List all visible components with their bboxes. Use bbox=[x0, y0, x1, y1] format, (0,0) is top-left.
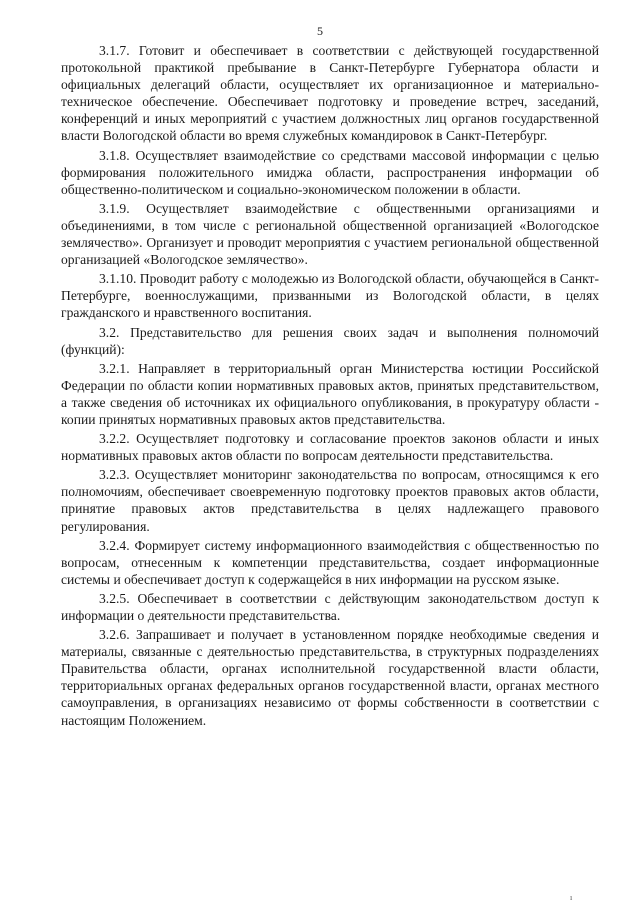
edge-mark: ı bbox=[570, 893, 573, 902]
paragraph-3-2-6: 3.2.6. Запрашивает и получает в установленном порядке необходимые сведения и материалы, связанные с деятельностью представительства, в структурных подразделениях Правительства области, органах исполнительной государственной власти области, территориальных органах федеральных органов государственной власти, органах местного самоуправления, в организациях независимо от формы собственности в соответствии с настоящим Положением. bbox=[61, 627, 599, 728]
paragraph-3-1-10: 3.1.10. Проводит работу с молодежью из Вологодской области, обучающейся в Санкт-Петербурге, военнослужащими, призванными из Вологодской области, в целях гражданского и нравственного воспитания. bbox=[61, 271, 599, 321]
paragraph-3-1-7: 3.1.7. Готовит и обеспечивает в соответствии с действующей государственной протокольной практикой пребывание в Санкт-Петербурге Губернатора области и официальных делегаций области, осуществляет их организационное и материально-техническое обеспечение. Обеспечивает подготовку и проведение встреч, заседаний, конференций и иных мероприятий с участием должностных лиц органов государственной власти Вологодской области во время служебных командировок в Санкт-Петербург. bbox=[61, 43, 599, 144]
paragraph-3-2-2: 3.2.2. Осуществляет подготовку и согласование проектов законов области и иных нормативных правовых актов области по вопросам деятельности представительства. bbox=[61, 431, 599, 464]
page-number: 5 bbox=[317, 24, 323, 38]
paragraph-3-1-8: 3.1.8. Осуществляет взаимодействие со средствами массовой информации с целью формирования положительного имиджа области, распространения информации об общественно-политическом и социально-экономическом положении в области. bbox=[61, 147, 599, 197]
paragraph-3-2: 3.2. Представительство для решения своих задач и выполнения полномочий (функций): bbox=[61, 324, 599, 357]
paragraph-3-2-5: 3.2.5. Обеспечивает в соответствии с действующим законодательством доступ к информации о деятельности представительства. bbox=[61, 590, 599, 623]
paragraph-3-2-4: 3.2.4. Формирует систему информационного взаимодействия с общественностью по вопросам, отнесенным к компетенции представительства, создает информационные системы и обеспечивает доступ к содержащейся в них информации на русском языке. bbox=[61, 537, 599, 587]
paragraph-3-2-3: 3.2.3. Осуществляет мониторинг законодательства по вопросам, относящимся к его полномочиям, обеспечивает своевременную подготовку проектов правовых актов области, принятие правовых актов представительства в целях надлежащего правового регулирования. bbox=[61, 467, 599, 534]
paragraph-3-1-9: 3.1.9. Осуществляет взаимодействие с общественными организациями и объединениями, в том числе с региональной общественной организацией «Вологодское землячество». Организует и проводит мероприятия с участием региональной общественной организацией «Вологодское землячество». bbox=[61, 200, 599, 268]
paragraph-3-2-1: 3.2.1. Направляет в территориальный орган Министерства юстиции Российской Федерации по области копии нормативных правовых актов, принятых представительством, а также сведения об источниках их официального опубликования, в прокуратуру области - копии принятых нормативных правовых актов представительства. bbox=[61, 360, 599, 427]
document-body bbox=[61, 42, 599, 729]
